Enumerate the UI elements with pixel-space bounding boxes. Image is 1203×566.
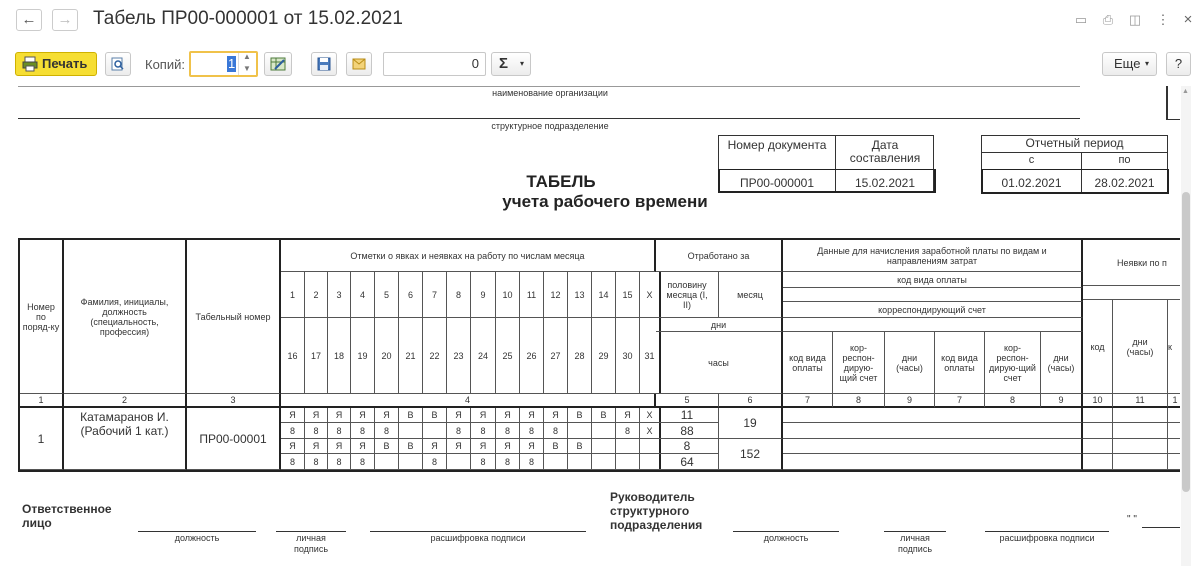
mark-cell bbox=[568, 454, 592, 470]
header-abs-days: дни (часы) bbox=[1113, 300, 1168, 394]
day-number: 6 bbox=[399, 272, 423, 318]
mark-cell: Я bbox=[305, 439, 328, 454]
back-arrow-icon: ← bbox=[21, 11, 37, 28]
mark-cell: В bbox=[592, 408, 616, 423]
mark-cell: Я bbox=[305, 408, 328, 423]
floppy-icon bbox=[317, 57, 331, 71]
column-number: 5 bbox=[656, 394, 719, 408]
copies-stepper[interactable] bbox=[189, 51, 258, 77]
mark-cell bbox=[592, 454, 616, 470]
mark-cell: 8 bbox=[328, 423, 351, 439]
day-number: 12 bbox=[544, 272, 568, 318]
save-button[interactable] bbox=[311, 52, 337, 76]
sigma-icon: Σ bbox=[499, 55, 509, 72]
mark-cell: Я bbox=[447, 439, 471, 454]
header-absence: Неявки по п bbox=[1083, 240, 1180, 286]
period-header: Отчетный период bbox=[1025, 136, 1124, 150]
month-hours: 152 bbox=[719, 439, 783, 470]
pay-cell bbox=[783, 423, 1083, 439]
mark-cell: В bbox=[375, 439, 399, 454]
header-half: половину месяца (I, II) bbox=[656, 272, 719, 318]
day-number: X bbox=[640, 272, 661, 318]
email-button[interactable] bbox=[346, 52, 372, 76]
mark-cell bbox=[592, 439, 616, 454]
day-number: 21 bbox=[399, 318, 423, 394]
mark-cell bbox=[399, 454, 423, 470]
window-title: Табель ПР00-000001 от 15.02.2021 bbox=[93, 8, 403, 29]
day-number: 17 bbox=[305, 318, 328, 394]
mark-cell: 8 bbox=[305, 423, 328, 439]
column-number: 8 bbox=[833, 394, 885, 408]
pay-cell bbox=[783, 439, 1083, 454]
mark-cell: Я bbox=[447, 408, 471, 423]
mark-cell: 8 bbox=[375, 423, 399, 439]
day-number: 15 bbox=[616, 272, 640, 318]
docnum-value: ПР00-000001 bbox=[739, 176, 814, 190]
day-number: 31 bbox=[640, 318, 661, 394]
timesheet-table bbox=[18, 238, 1180, 472]
mark-cell: Я bbox=[496, 439, 520, 454]
abs-cell bbox=[1113, 439, 1168, 454]
header-abs-k: к bbox=[1168, 300, 1180, 394]
mark-cell: 8 bbox=[281, 423, 305, 439]
mark-cell: Я bbox=[520, 439, 544, 454]
pay-cell bbox=[783, 454, 1083, 470]
mark-cell: Х bbox=[640, 408, 661, 423]
day-number: 9 bbox=[471, 272, 496, 318]
day-number: 14 bbox=[592, 272, 616, 318]
head-signature-caption: личная подпись bbox=[897, 533, 933, 554]
row-num: 1 bbox=[20, 408, 64, 470]
vertical-scrollbar[interactable] bbox=[1181, 86, 1191, 566]
forward-button[interactable] bbox=[52, 9, 78, 31]
day-number: 29 bbox=[592, 318, 616, 394]
envelope-icon bbox=[352, 58, 366, 70]
period-to-label: по bbox=[1118, 154, 1131, 166]
mark-cell: Я bbox=[328, 408, 351, 423]
docdate-header: Дата составления bbox=[849, 138, 921, 165]
column-number: 3 bbox=[187, 394, 281, 408]
mark-cell: 8 bbox=[471, 423, 496, 439]
mark-cell: В bbox=[544, 439, 568, 454]
pay-subheader: код вида оплаты bbox=[783, 332, 833, 394]
mark-cell: Я bbox=[520, 408, 544, 423]
close-icon[interactable]: × bbox=[1183, 11, 1193, 28]
resp-position-caption: должность bbox=[174, 533, 220, 543]
day-number: 13 bbox=[568, 272, 592, 318]
abs-cell bbox=[1083, 408, 1113, 423]
period-to-value: 28.02.2021 bbox=[1094, 176, 1155, 190]
day-number: 10 bbox=[496, 272, 520, 318]
header-name: Фамилия, инициалы, должность (специальность, профессия) bbox=[64, 240, 187, 394]
magnifier-icon bbox=[111, 57, 125, 71]
abs-cell bbox=[1083, 423, 1113, 439]
pay-subheader: кор-респон-дирую-щий счет bbox=[833, 332, 885, 394]
mark-cell bbox=[399, 423, 423, 439]
day-number: 3 bbox=[328, 272, 351, 318]
title-bar bbox=[0, 0, 1203, 42]
day-number: 8 bbox=[447, 272, 471, 318]
period-from-label: с bbox=[1028, 154, 1035, 166]
column-number: 7 bbox=[783, 394, 833, 408]
day-number: 1 bbox=[281, 272, 305, 318]
mark-cell: 8 bbox=[305, 454, 328, 470]
day-number: 24 bbox=[471, 318, 496, 394]
column-number: 6 bbox=[719, 394, 783, 408]
abs-cell bbox=[1113, 408, 1168, 423]
column-number: 10 bbox=[1083, 394, 1113, 408]
mark-cell: В bbox=[399, 408, 423, 423]
mark-cell bbox=[592, 423, 616, 439]
day-number: 25 bbox=[496, 318, 520, 394]
day-number: 19 bbox=[351, 318, 375, 394]
pay-subheader: дни (часы) bbox=[1041, 332, 1083, 394]
mark-cell: 8 bbox=[520, 423, 544, 439]
abs-cell bbox=[1168, 454, 1180, 470]
month-days: 19 bbox=[719, 408, 783, 439]
resp-signature-caption: личная подпись bbox=[293, 533, 329, 554]
day-number: 28 bbox=[568, 318, 592, 394]
header-pay-empty bbox=[783, 288, 1083, 302]
resp-label: Ответственное лицо bbox=[22, 502, 112, 530]
mark-cell bbox=[423, 423, 447, 439]
pay-cell bbox=[783, 408, 1083, 423]
mark-cell: 8 bbox=[520, 454, 544, 470]
day-number: 23 bbox=[447, 318, 471, 394]
mark-cell: Я bbox=[281, 408, 305, 423]
mark-cell bbox=[568, 423, 592, 439]
mark-cell: 8 bbox=[447, 423, 471, 439]
preview-button[interactable] bbox=[105, 52, 131, 76]
print-button[interactable] bbox=[15, 52, 97, 76]
row-name: Катамаранов И. (Рабочий 1 кат.) bbox=[64, 408, 187, 470]
head-decode-caption: расшифровка подписи bbox=[999, 533, 1095, 543]
mark-cell: Я bbox=[544, 408, 568, 423]
pay-subheader: код вида оплаты bbox=[935, 332, 985, 394]
header-abs-code: код bbox=[1083, 300, 1113, 394]
abs-cell bbox=[1168, 408, 1180, 423]
grid-edit-icon bbox=[270, 57, 286, 71]
org-caption: наименование организации bbox=[492, 88, 608, 98]
mark-cell: Х bbox=[640, 423, 661, 439]
sum-menu-button[interactable] bbox=[491, 52, 531, 76]
chevron-down-icon: ▾ bbox=[1145, 59, 1150, 68]
mark-cell: 8 bbox=[616, 423, 640, 439]
toolbar bbox=[0, 48, 1203, 80]
copies-label: Копий: bbox=[145, 57, 185, 72]
column-number: 1 bbox=[20, 394, 64, 408]
mark-cell: 8 bbox=[496, 454, 520, 470]
resp-decode-caption: расшифровка подписи bbox=[430, 533, 526, 543]
mark-cell: 8 bbox=[471, 454, 496, 470]
mark-cell: Я bbox=[496, 408, 520, 423]
period-from-value: 01.02.2021 bbox=[1001, 176, 1062, 190]
half2-hours: 64 bbox=[656, 454, 719, 470]
header-hours: часы bbox=[656, 332, 783, 394]
day-number: 22 bbox=[423, 318, 447, 394]
day-number: 2 bbox=[305, 272, 328, 318]
abs-cell bbox=[1113, 454, 1168, 470]
mark-cell: Я bbox=[281, 439, 305, 454]
day-number: 18 bbox=[328, 318, 351, 394]
mark-cell: Я bbox=[375, 408, 399, 423]
header-pay-empty2 bbox=[783, 318, 1083, 332]
column-number: 9 bbox=[885, 394, 935, 408]
column-number: 11 bbox=[1113, 394, 1168, 408]
column-number: 2 bbox=[64, 394, 187, 408]
dept-caption: структурное подразделение bbox=[491, 121, 609, 131]
column-number: 4 bbox=[281, 394, 656, 408]
half2-days: 8 bbox=[656, 439, 719, 454]
mark-cell: 8 bbox=[281, 454, 305, 470]
abs-cell bbox=[1113, 423, 1168, 439]
scroll-up-icon[interactable]: ▲ bbox=[1182, 88, 1189, 95]
mark-cell bbox=[616, 439, 640, 454]
header-worked: Отработано за bbox=[656, 240, 783, 272]
half1-hours: 88 bbox=[656, 423, 719, 439]
day-number: 27 bbox=[544, 318, 568, 394]
row-tabnum: ПР00-00001 bbox=[187, 408, 281, 470]
header-days: дни bbox=[656, 318, 783, 332]
header-absence-empty bbox=[1083, 286, 1180, 300]
forward-arrow-icon: → bbox=[57, 11, 73, 28]
day-number: 26 bbox=[520, 318, 544, 394]
header-tabnum: Табельный номер bbox=[187, 240, 281, 394]
copies-input[interactable]: 1 bbox=[228, 56, 236, 71]
mark-cell: 8 bbox=[496, 423, 520, 439]
report-title: ТАБЕЛЬ bbox=[526, 172, 596, 191]
mark-cell bbox=[616, 454, 640, 470]
header-account: корреспондирующий счет bbox=[783, 302, 1083, 318]
header-num: Номер по поряд-ку bbox=[20, 240, 64, 394]
date-quote: " " bbox=[1127, 514, 1137, 525]
pay-subheader: дни (часы) bbox=[885, 332, 935, 394]
report-document[interactable] bbox=[0, 86, 1180, 566]
chevron-down-icon: ▾ bbox=[520, 59, 525, 68]
report-subtitle: учета рабочего времени bbox=[502, 192, 708, 211]
mark-cell: Я bbox=[328, 439, 351, 454]
day-number: 7 bbox=[423, 272, 447, 318]
day-number: 30 bbox=[616, 318, 640, 394]
printer-icon bbox=[22, 56, 38, 72]
head-position-caption: должность bbox=[763, 533, 809, 543]
mark-cell: 8 bbox=[351, 454, 375, 470]
mark-cell: В bbox=[568, 439, 592, 454]
header-month: месяц bbox=[719, 272, 783, 318]
header-paycode: код вида оплаты bbox=[783, 272, 1083, 288]
head-label: Руководитель структурного подразделения bbox=[610, 490, 703, 532]
docdate-value: 15.02.2021 bbox=[854, 176, 916, 190]
mark-cell: Я bbox=[616, 408, 640, 423]
header-pay: Данные для начисления заработной платы по видам и направлениям затрат bbox=[783, 240, 1083, 272]
abs-cell bbox=[1083, 439, 1113, 454]
more-button[interactable] bbox=[1102, 52, 1157, 76]
mark-cell bbox=[447, 454, 471, 470]
day-number: 4 bbox=[351, 272, 375, 318]
mark-cell bbox=[544, 454, 568, 470]
mark-cell: 8 bbox=[423, 454, 447, 470]
mark-cell: Я bbox=[471, 408, 496, 423]
back-button[interactable] bbox=[16, 9, 42, 31]
day-number: 16 bbox=[281, 318, 305, 394]
mark-cell: В bbox=[423, 408, 447, 423]
print-icon[interactable]: ⎙ bbox=[1102, 12, 1114, 27]
print-label: Печать bbox=[42, 56, 88, 71]
increment-icon[interactable]: ▲ bbox=[243, 52, 251, 61]
mark-cell: Я bbox=[471, 439, 496, 454]
scrollbar-thumb[interactable] bbox=[1182, 192, 1190, 492]
mark-cell: Я bbox=[351, 439, 375, 454]
abs-cell bbox=[1168, 439, 1180, 454]
half1-days: 11 bbox=[656, 408, 719, 423]
mark-cell: 8 bbox=[544, 423, 568, 439]
column-number: 7 bbox=[935, 394, 985, 408]
mark-cell: Я bbox=[423, 439, 447, 454]
column-number: 8 bbox=[985, 394, 1041, 408]
day-number: 20 bbox=[375, 318, 399, 394]
column-number: 9 bbox=[1041, 394, 1083, 408]
column-number: 1 bbox=[1168, 394, 1180, 408]
decrement-icon[interactable]: ▼ bbox=[243, 64, 251, 73]
mark-cell: В bbox=[399, 439, 423, 454]
pay-subheader: кор-респон-дирую-щий счет bbox=[985, 332, 1041, 394]
more-vert-icon[interactable]: ⋮ bbox=[1156, 12, 1170, 27]
docnum-header: Номер документа bbox=[727, 138, 827, 152]
help-button[interactable] bbox=[1166, 52, 1191, 76]
edit-mode-button[interactable] bbox=[264, 52, 292, 76]
mark-cell: В bbox=[568, 408, 592, 423]
preview-icon[interactable]: ◫ bbox=[1128, 12, 1142, 27]
abs-cell bbox=[1168, 423, 1180, 439]
mark-cell: 8 bbox=[328, 454, 351, 470]
more-label: Еще bbox=[1114, 56, 1141, 71]
day-number: 11 bbox=[520, 272, 544, 318]
day-number: 5 bbox=[375, 272, 399, 318]
abs-cell bbox=[1083, 454, 1113, 470]
save-icon[interactable]: ▭ bbox=[1074, 12, 1088, 27]
mark-cell: 8 bbox=[351, 423, 375, 439]
help-label: ? bbox=[1174, 56, 1183, 71]
header-marks: Отметки о явках и неявках на работу по числам месяца bbox=[281, 240, 656, 272]
mark-cell bbox=[375, 454, 399, 470]
sum-field[interactable]: 0 bbox=[383, 52, 486, 76]
mark-cell: Я bbox=[351, 408, 375, 423]
